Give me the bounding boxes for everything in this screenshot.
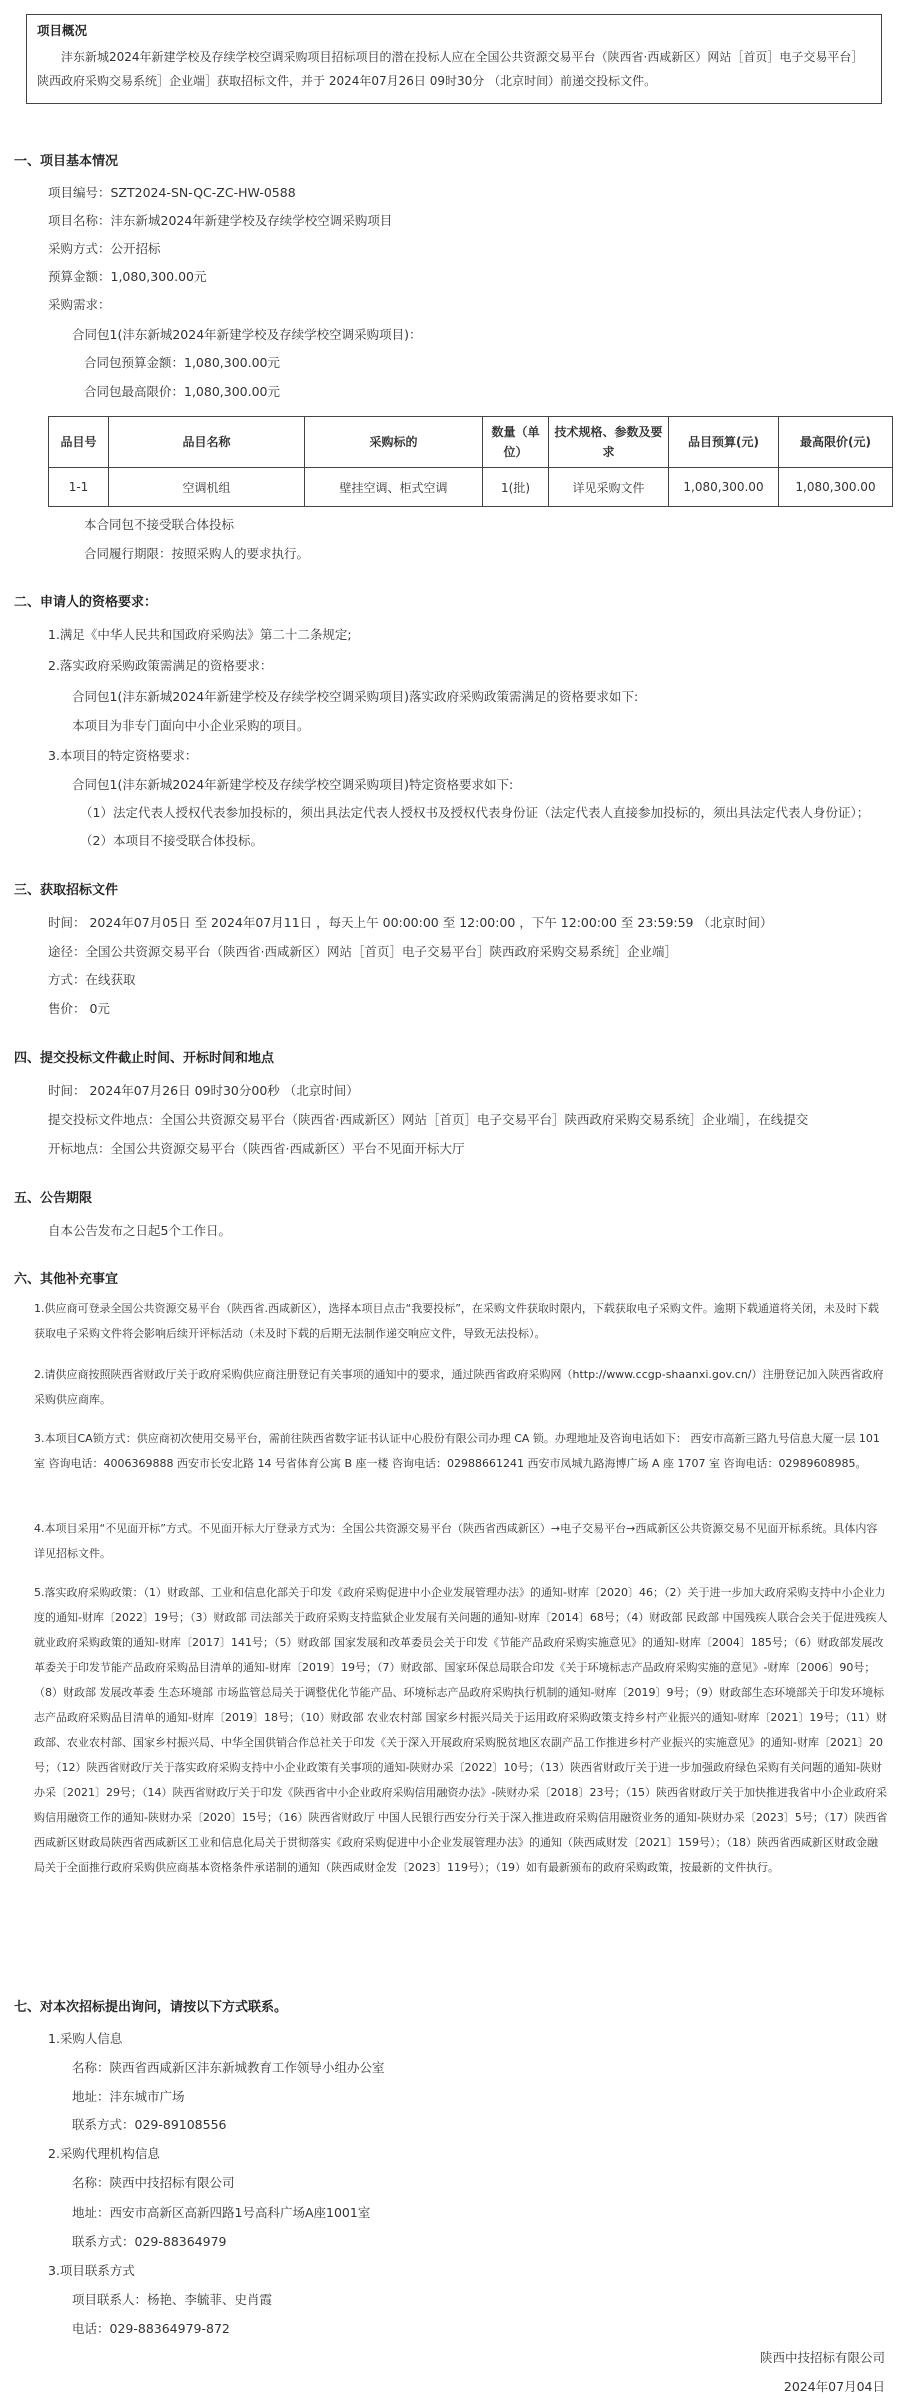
package-title: 合同包1(沣东新城2024年新建学校及存续学校空调采购项目)： [72, 327, 422, 342]
section-7-title: 七、对本次招标提出询问，请按以下方式联系。 [14, 2000, 288, 2015]
buyer-phone: 联系方式：029-89108556 [72, 2117, 227, 2132]
policy-paragraph: 5.落实政府采购政策：（1）财政部、工业和信息化部关于印发《政府采购促进中小企业发展管理办法》的通知-财库〔2020〕46；（2）关于进一步加大政府采购支持中小企业力度的通知-财库〔2022〕19号；（3）财政部 司法部关于政府采购支持监狱企业发展有关问题的通知-财库〔2014〕68号；（4）财政部 民政部 中国残疾人联合会关于促进残疾人就业政府采购政策的通知-财库〔2017〕141号；（5）财政部 国家发展和改革委员会关于印发《节能产品政府采购实施意见》的通知-财库〔2004〕185号；（6）财政部发展改革委关于印发节能产品政府采购品目清单的通知-财库〔2019〕19号；（7）财政部、国家环保总局联合印发《关于环境标志产品政府采购实施的意见》-财库〔2006〕90号；（8）财政部 发展改革委 生态环境部 市场监管总局关于调整优化节能产品、环境标志产品政府采购执行机制的通知-财库〔2019〕9号；（9）财政部生态环境部关于印发环境标志产品政府采购品目清单的通知-财库〔2019〕18号；（10）财政部 农业农村部 国家乡村振兴局关于运用政府采购政策支持乡村产业振兴的通知-财库〔2021〕19号；（11）财政部、农业农村部、国家乡村振兴局、中华全国供销合作总社关于印发《关于深入开展政府采购脱贫地区农副产品工作推进乡村产业振兴的实施意见》的通知-财库〔2021〕20号；（12）陕西省财政厅关于落实政府采购支持中小企业政策有关事项的通知-陕财办采〔2022〕10号；（13）陕西省财政厅关于进一步加强政府绿色采购有关问题的通知-陕财办采〔2021〕29号；（14）陕西省财政厅关于印发《陕西省中小企业政府采购信用融资办法》-陕财办采〔2018〕23号；（15）陕西省财政厅关于加快推进我省中小企业政府采购信用融资工作的通知-陕财办采〔2020〕15号；（16）陕西省财政厅 中国人民银行西安分行关于深入推进政府采购信用融资业务的通知-陕财办采〔2023〕5号；（17）陕西省西咸新区财政局陕西省西咸新区工业和信息化局关于贯彻落实《政府采购促进中小企业发展管理办法》的通知（陕西咸财发〔2021〕159号）；（18）陕西省西咸新区财政金融局关于全面推行政府采购供应商基本资格条件承诺制的通知（陕西咸财金发〔2023〕119号）；（19）如有最新颁布的政府采购政策，按最新的文件执行。 [34, 1586, 888, 1874]
supplement-paragraph: 2.请供应商按照陕西省财政厅关于政府采购供应商注册登记有关事项的通知中的要求，通过陕西省政府采购网（http://www.ccgp-shaanxi.gov.cn/）注册登记加入陕西省政府采购供应商库。 [34, 1368, 884, 1406]
section-4-title: 四、提交投标文件截止时间、开标时间和地点 [14, 1051, 275, 1066]
table-cell: 壁挂空调、柜式空调 [305, 468, 483, 507]
agent-name: 名称：陕西中技招标有限公司 [72, 2175, 235, 2190]
obtain-price: 售价： 0元 [48, 1001, 110, 1016]
table-header: 品目号 [49, 417, 109, 468]
signature-date: 2024年07月04日 [783, 2379, 885, 2394]
qualification-line: 合同包1(沣东新城2024年新建学校及存续学校空调采购项目)落实政府采购政策需满足的资格要求如下: [72, 689, 639, 704]
project-contact-heading: 3.项目联系方式 [48, 2263, 135, 2278]
supplement-paragraph: 1.供应商可登录全国公共资源交易平台（陕西省.西咸新区），选择本项目点击“我要投标”，在采购文件获取时限内，下载获取电子采购文件。逾期下载通道将关闭，未及时下载获取电子采购文件将会影响后续开评标活动（未及时下载的后期无法制作递交响应文件，导致无法投标）。 [34, 1302, 879, 1340]
agent-info-heading: 2.采购代理机构信息 [48, 2146, 160, 2161]
contract-period: 合同履行期限：按照采购人的要求执行。 [84, 546, 310, 561]
items-table [48, 416, 893, 507]
table-header: 数量（单位） [483, 417, 549, 468]
procurement-demand: 采购需求： [48, 297, 111, 312]
deadline-time: 时间： 2024年07月26日 09时30分00秒 （北京时间） [48, 1083, 359, 1098]
table-header: 最高限价(元) [779, 417, 893, 468]
table-cell: 1-1 [49, 468, 109, 507]
submit-location: 提交投标文件地点：全国公共资源交易平台（陕西省·西咸新区）网站［首页］电子交易平台］陕西政府采购交易系统］企业端］，在线提交 [48, 1112, 809, 1127]
qualification-line: 本项目为非专门面向中小企业采购的项目。 [72, 718, 310, 733]
project-contacts: 项目联系人：杨艳、李毓菲、史肖霞 [72, 2292, 273, 2307]
table-header: 品目名称 [109, 417, 305, 468]
table-header: 品目预算(元) [669, 417, 779, 468]
agent-phone: 联系方式：029-88364979 [72, 2234, 227, 2249]
qualification-line: （2）本项目不接受联合体投标。 [80, 833, 263, 848]
qualification-line: （1）法定代表人授权代表参加投标的，须出具法定代表人授权书及授权代表身份证（法定代表人直接参加投标的，须出具法定代表人身份证）； [80, 805, 870, 820]
section-6-title: 六、其他补充事宜 [14, 1272, 119, 1287]
project-name: 项目名称：沣东新城2024年新建学校及存续学校空调采购项目 [48, 213, 393, 228]
qualification-line: 2.落实政府采购政策需满足的资格要求： [48, 658, 273, 673]
supplement-paragraph: 3.本项目CA锁方式：供应商初次使用交易平台，需前往陕西省数字证书认证中心股份有限公司办理 CA 锁。办理地址及咨询电话如下： 西安市高新三路九号信息大厦一层 101 室 咨询电话：4006369888 西安市长安北路 14 号省体育公寓 B 座一楼 咨询电话：02988661241 西安市凤城九路海博广场 A 座 1707 室 咨询电话：02989608985。 [34, 1432, 880, 1470]
budget-amount: 预算金额：1,080,300.00元 [48, 269, 207, 284]
table-cell: 1(批) [483, 468, 549, 507]
section-1-title: 一、项目基本情况 [14, 154, 119, 169]
obtain-time: 时间： 2024年07月05日 至 2024年07月11日 ，每天上午 00:00:00 至 12:00:00 ，下午 12:00:00 至 23:59:59 （北京时间） [48, 915, 773, 930]
obtain-mode: 方式：在线获取 [48, 972, 136, 987]
announcement-period: 自本公告发布之日起5个工作日。 [48, 1223, 231, 1238]
overview-title: 项目概况 [37, 23, 88, 38]
table-row [49, 468, 893, 507]
section-2-title: 二、申请人的资格要求： [14, 595, 158, 610]
project-phone: 电话：029-88364979-872 [72, 2321, 230, 2336]
table-cell: 详见采购文件 [549, 468, 669, 507]
buyer-info-heading: 1.采购人信息 [48, 2031, 123, 2046]
table-cell: 空调机组 [109, 468, 305, 507]
package-max-price: 合同包最高限价：1,080,300.00元 [84, 384, 280, 399]
opening-location: 开标地点：全国公共资源交易平台（陕西省·西咸新区）平台不见面开标大厅 [48, 1141, 465, 1156]
table-cell: 1,080,300.00 [669, 468, 779, 507]
section-5-title: 五、公告期限 [14, 1191, 93, 1206]
procurement-method: 采购方式：公开招标 [48, 241, 161, 256]
overview-box [26, 14, 882, 104]
no-joint-bid: 本合同包不接受联合体投标 [84, 517, 235, 532]
table-cell: 1,080,300.00 [779, 468, 893, 507]
table-header: 采购标的 [305, 417, 483, 468]
qualification-line: 1.满足《中华人民共和国政府采购法》第二十二条规定; [48, 627, 352, 642]
project-code: 项目编号：SZT2024-SN-QC-ZC-HW-0588 [48, 185, 296, 200]
table-header: 技术规格、参数及要求 [549, 417, 669, 468]
table-header-row [49, 417, 893, 468]
overview-text: 沣东新城2024年新建学校及存续学校空调采购项目招标项目的潜在投标人应在全国公共资源交易平台（陕西省·西咸新区）网站［首页］电子交易平台］陕西政府采购交易系统］企业端］获取招标文件，并于 2024年07月26日 09时30分 （北京时间）前递交投标文件。 [37, 50, 864, 88]
buyer-name: 名称：陕西省西咸新区沣东新城教育工作领导小组办公室 [72, 2060, 385, 2075]
qualification-line: 合同包1(沣东新城2024年新建学校及存续学校空调采购项目)特定资格要求如下: [72, 777, 514, 792]
buyer-address: 地址：沣东城市广场 [72, 2089, 185, 2104]
supplement-paragraph: 4.本项目采用“不见面开标”方式。不见面开标大厅登录方式为：全国公共资源交易平台（陕西省西咸新区）→电子交易平台→西咸新区公共资源交易不见面开标系统。具体内容详见招标文件。 [34, 1522, 878, 1560]
section-3-title: 三、获取招标文件 [14, 883, 119, 898]
signature-org: 陕西中技招标有限公司 [759, 2350, 885, 2365]
agent-address: 地址：西安市高新区高新四路1号高科广场A座1001室 [72, 2205, 371, 2220]
package-budget: 合同包预算金额：1,080,300.00元 [84, 355, 280, 370]
qualification-line: 3.本项目的特定资格要求： [48, 748, 198, 763]
obtain-way: 途径：全国公共资源交易平台（陕西省·西咸新区）网站［首页］电子交易平台］陕西政府采购交易系统］企业端］ [48, 944, 677, 959]
